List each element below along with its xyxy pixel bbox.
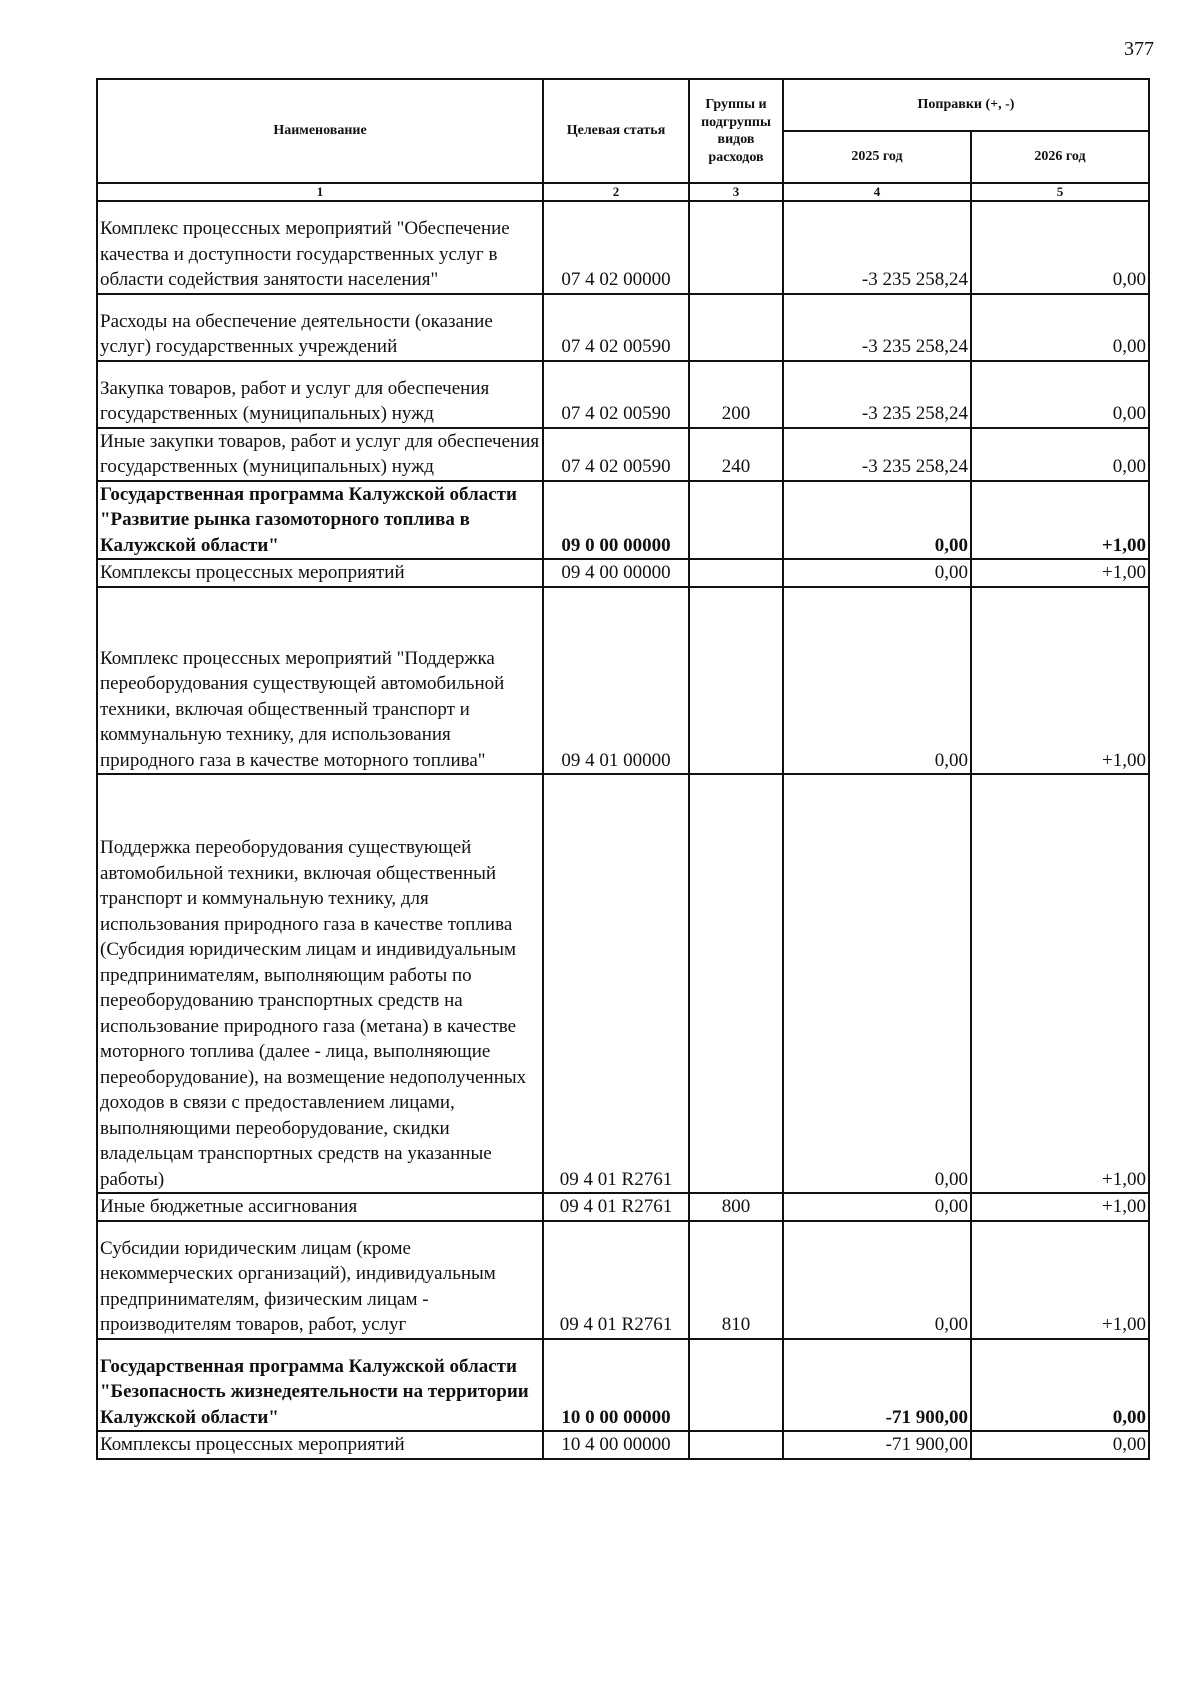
table-row [97,294,1149,361]
row-2026: 0,00 [971,1339,1149,1432]
row-2025: 0,00 [783,1193,971,1221]
row-name: Государственная программа Калужской области "Развитие рынка газомоторного топлива в Калужской области" [97,481,543,560]
table-row [97,559,1149,587]
row-2026: +1,00 [971,1193,1149,1221]
row-code: 09 4 01 R2761 [543,1193,689,1221]
row-2025: 0,00 [783,481,971,560]
row-name: Государственная программа Калужской области "Безопасность жизнедеятельности на территории Калужской области" [97,1339,543,1432]
header-group: Группы и подгруппы видов расходов [689,79,783,183]
table-row [97,587,1149,775]
row-code: 09 4 01 R2761 [543,774,689,1193]
column-number-row [97,183,1149,201]
row-group: 800 [689,1193,783,1221]
row-2025: -3 235 258,24 [783,428,971,481]
row-2026: 0,00 [971,294,1149,361]
table-row [97,1221,1149,1339]
row-2026: +1,00 [971,559,1149,587]
column-number: 4 [783,183,971,201]
column-number: 1 [97,183,543,201]
row-2025: -71 900,00 [783,1431,971,1459]
row-code: 07 4 02 00590 [543,294,689,361]
row-2025: 0,00 [783,1221,971,1339]
header-2026: 2026 год [971,131,1149,183]
header-code: Целевая статья [543,79,689,183]
header-amendments: Поправки (+, -) [783,79,1149,131]
row-code: 10 0 00 00000 [543,1339,689,1432]
row-name: Поддержка переоборудования существующей автомобильной техники, включая общественный транспорт и коммунальную технику, для использования природного газа в качестве топлива (Субсидия юридическим лицам и индивидуальным предпринимателям, выполняющим работы по переоборудованию транспортных средств на использование природного газа (метана) в качестве моторного топлива (далее - лица, выполняющие переоборудование), на возмещение недополученных доходов в связи с предоставлением лицами, выполняющими переоборудование, скидки владельцам транспортных средств на указанные работы) [97,774,543,1193]
row-name: Комплексы процессных мероприятий [97,1431,543,1459]
row-name: Субсидии юридическим лицам (кроме некоммерческих организаций), индивидуальным предпринимателям, физическим лицам - производителям товаров, работ, услуг [97,1221,543,1339]
row-name: Иные бюджетные ассигнования [97,1193,543,1221]
row-2026: 0,00 [971,361,1149,428]
page-number: 377 [1124,38,1154,60]
table-row [97,1339,1149,1432]
row-code: 09 4 01 00000 [543,587,689,775]
row-group [689,294,783,361]
row-2025: -3 235 258,24 [783,294,971,361]
table-row [97,428,1149,481]
row-2025: 0,00 [783,559,971,587]
row-2025: -71 900,00 [783,1339,971,1432]
row-code: 09 4 01 R2761 [543,1221,689,1339]
row-group [689,587,783,775]
row-group [689,201,783,294]
row-code: 09 0 00 00000 [543,481,689,560]
table-row [97,1193,1149,1221]
row-name: Расходы на обеспечение деятельности (оказание услуг) государственных учреждений [97,294,543,361]
row-group [689,559,783,587]
column-number: 3 [689,183,783,201]
table-row [97,361,1149,428]
table-row [97,1431,1149,1459]
row-group: 200 [689,361,783,428]
row-name: Комплекс процессных мероприятий "Обеспечение качества и доступности государственных услуг в области содействия занятости населения" [97,201,543,294]
row-group [689,774,783,1193]
column-number: 2 [543,183,689,201]
row-code: 07 4 02 00590 [543,361,689,428]
row-2025: 0,00 [783,587,971,775]
budget-amendments-table [96,78,1150,1460]
row-code: 07 4 02 00590 [543,428,689,481]
header-name: Наименование [97,79,543,183]
row-name: Иные закупки товаров, работ и услуг для обеспечения государственных (муниципальных) нужд [97,428,543,481]
table-row [97,481,1149,560]
row-2026: 0,00 [971,201,1149,294]
table-row [97,774,1149,1193]
row-name: Комплексы процессных мероприятий [97,559,543,587]
row-group: 810 [689,1221,783,1339]
table-header-row [97,79,1149,131]
row-group [689,1431,783,1459]
row-code: 10 4 00 00000 [543,1431,689,1459]
row-2026: +1,00 [971,481,1149,560]
row-2025: 0,00 [783,774,971,1193]
table-row [97,201,1149,294]
row-2026: +1,00 [971,1221,1149,1339]
row-code: 07 4 02 00000 [543,201,689,294]
row-group [689,481,783,560]
row-group: 240 [689,428,783,481]
row-2026: 0,00 [971,1431,1149,1459]
header-2025: 2025 год [783,131,971,183]
row-2026: +1,00 [971,587,1149,775]
row-2026: +1,00 [971,774,1149,1193]
row-name: Комплекс процессных мероприятий "Поддержка переоборудования существующей автомобильной техники, включая общественный транспорт и коммунальную технику, для использования природного газа в качестве моторного топлива" [97,587,543,775]
column-number: 5 [971,183,1149,201]
row-2025: -3 235 258,24 [783,201,971,294]
row-2025: -3 235 258,24 [783,361,971,428]
row-group [689,1339,783,1432]
row-2026: 0,00 [971,428,1149,481]
row-code: 09 4 00 00000 [543,559,689,587]
row-name: Закупка товаров, работ и услуг для обеспечения государственных (муниципальных) нужд [97,361,543,428]
